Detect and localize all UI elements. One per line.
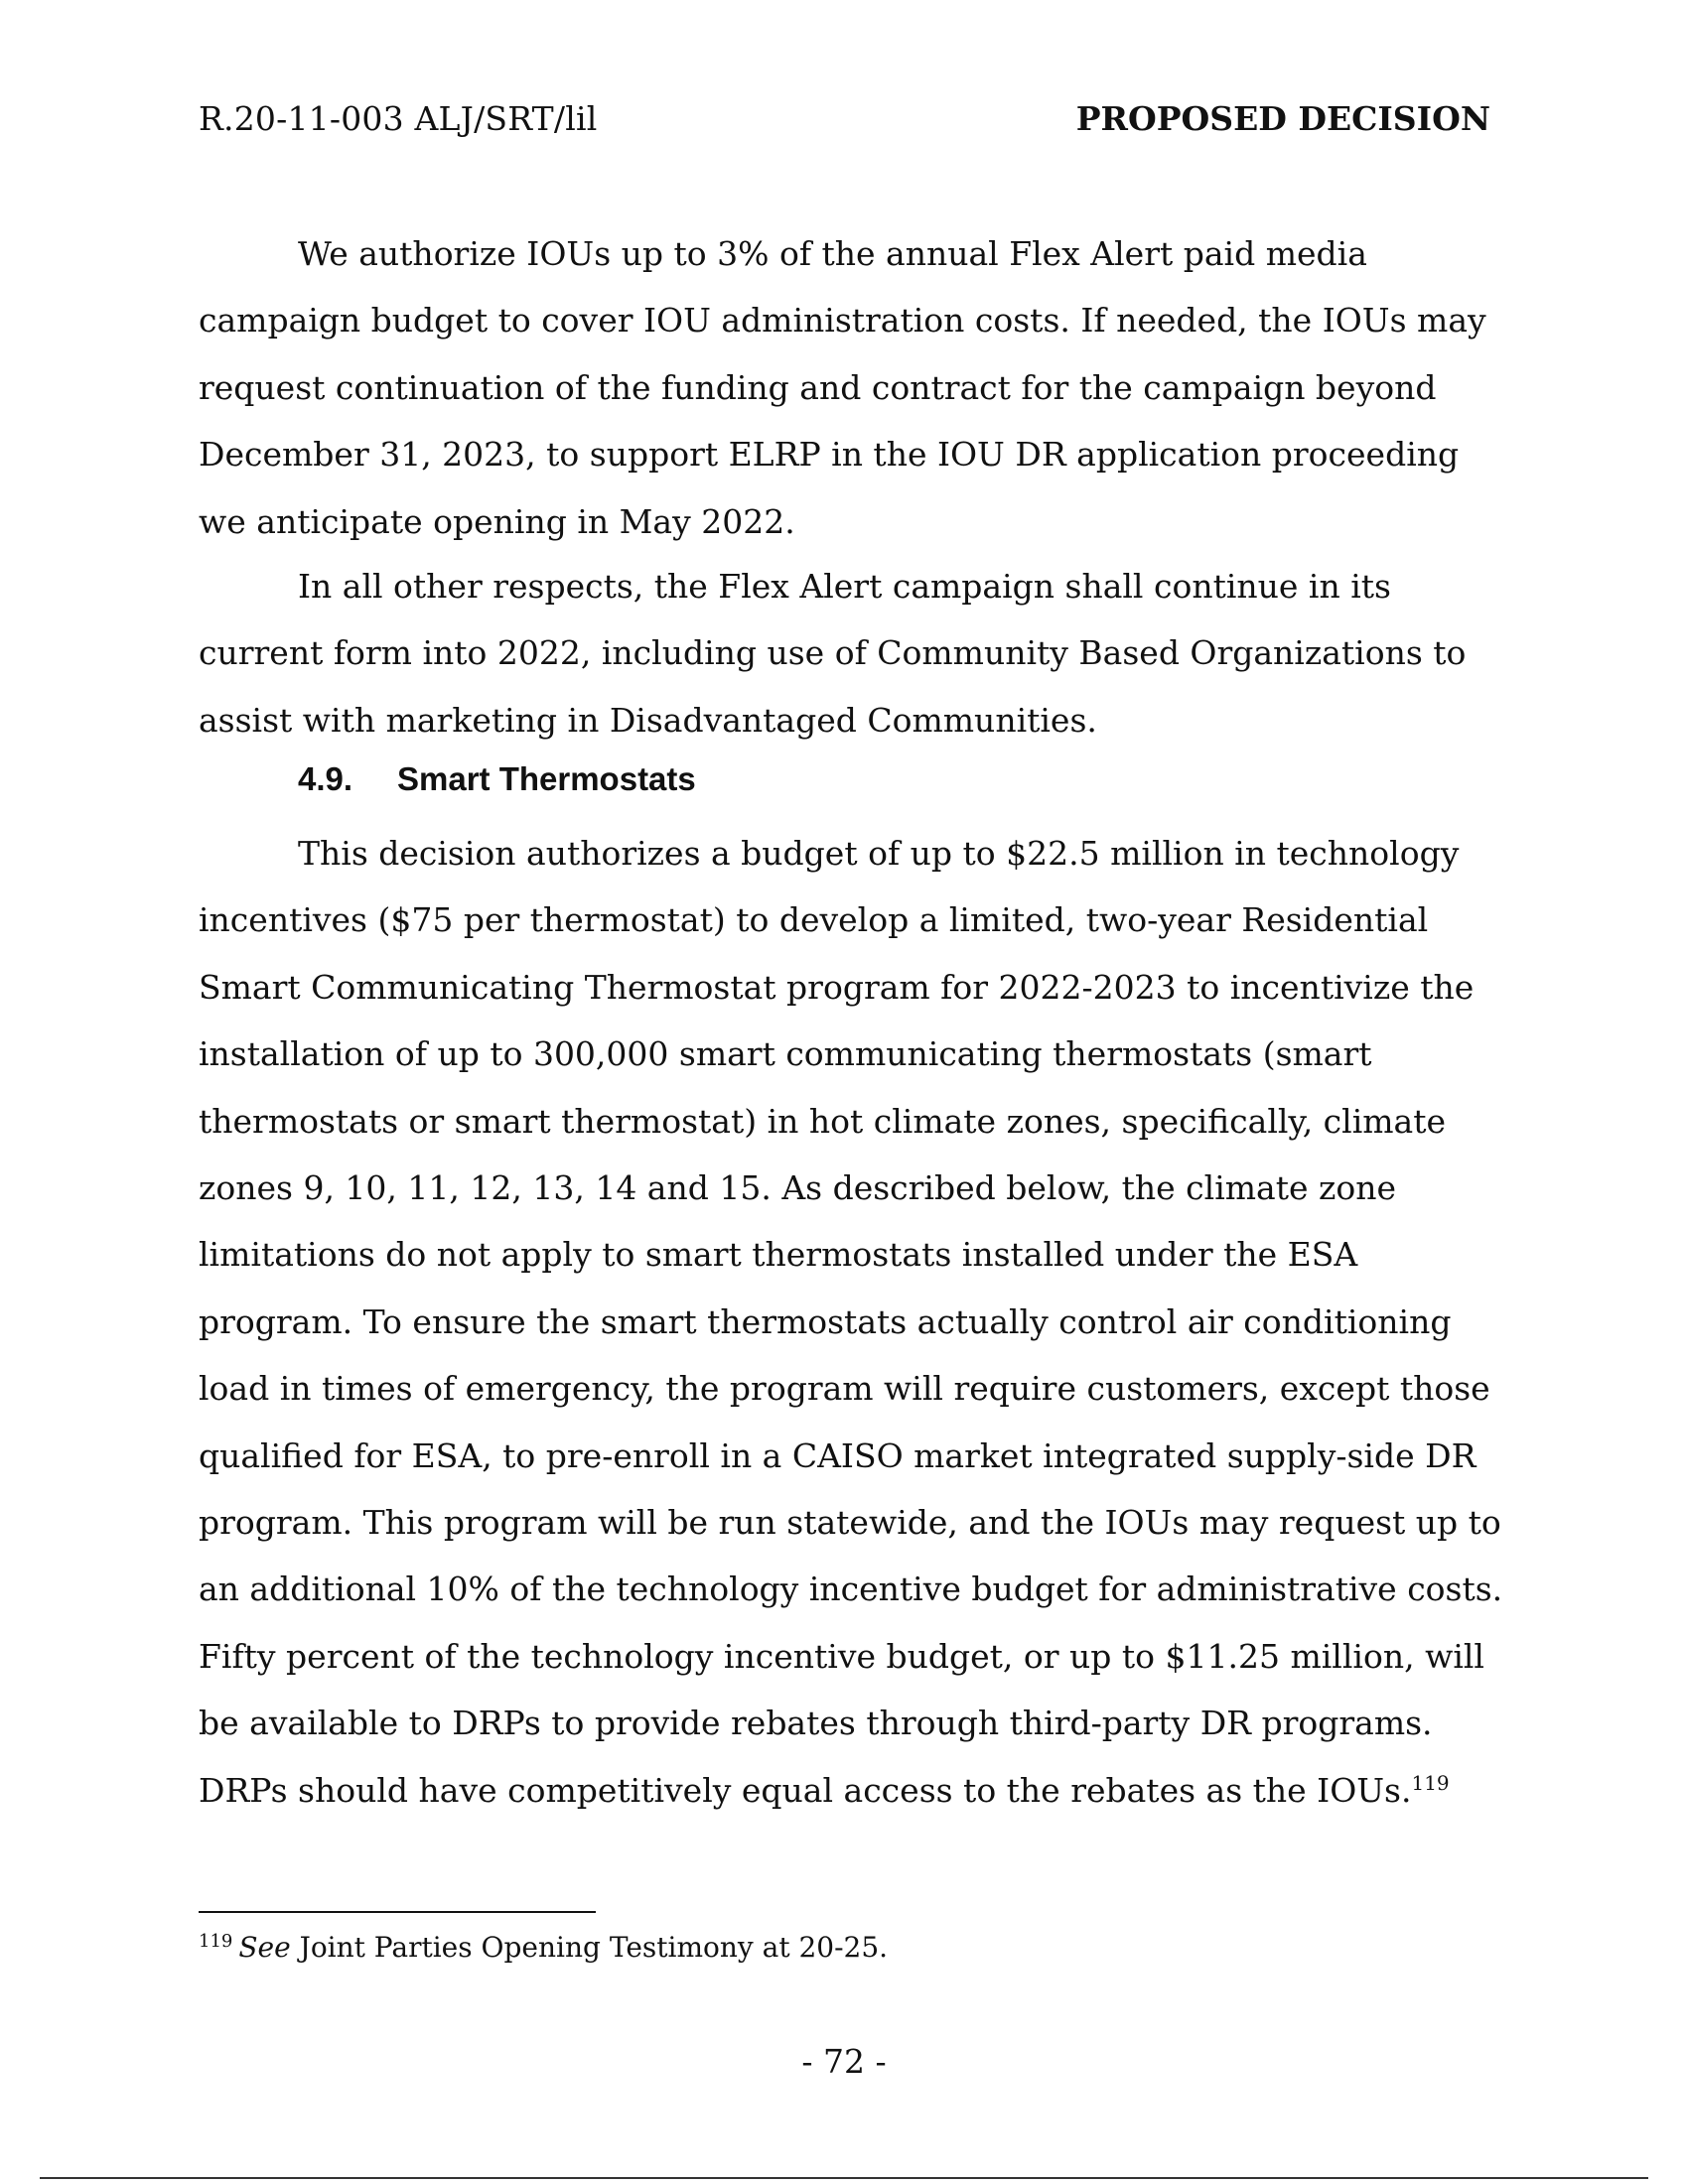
footnote-separator [199,1911,596,1913]
footnote-mark: 119 [199,1930,233,1952]
section-title: Smart Thermostats [397,760,696,797]
paragraph-smart-thermostats [199,820,1509,1824]
footnote [199,1931,888,1964]
footnote-signal: See [238,1931,291,1964]
document-status: PROPOSED DECISION [1075,99,1490,138]
footnote-text: Joint Parties Opening Testimony at 20-25. [290,1931,889,1964]
paragraph-body: This decision authorizes a budget of up to $22.5 million in technology incentives ($75 per thermostat) to develop a limited, two-year Residential Smart Communicating Thermostat program for 2022-2023 to incentivize the installation of up to 300,000 smart communicating thermostats (smart thermostats or smart thermostat) in hot climate zones, specifically, climate zones 9, 10, 11, 12, 13, 14 and 15. As described below, the climate zone limitations do not apply to smart thermostats installed under the ESA program. To ensure the smart thermostats actually control air conditioning load in times of emergency, the program will require customers, except those qualified for ESA, to pre-enroll in a CAISO market integrated supply-side DR program. This program will be run statewide, and the IOUs may request up to an additional 10% of the technology incentive budget for administrative costs. Fifty percent of the technology incentive budget, or up to $11.25 million, will be available to DRPs to provide rebates through third-party DR programs. DRPs should have competitively equal access to the rebates as the IOUs. [199,834,1503,1810]
docket-number: R.20-11-003 ALJ/SRT/lil [199,99,598,138]
section-heading [298,760,696,798]
paragraph-flex-alert-continuation [199,553,1509,753]
paragraph-text [199,820,1509,1824]
paragraph-flex-alert-budget [199,220,1509,555]
paragraph-text: We authorize IOUs up to 3% of the annual Flex Alert paid media campaign budget to cover IOU administration costs. If needed, the IOUs may request continuation of the funding and contract for the campaign beyond December 31, 2023, to support ELRP in the IOU DR application proceeding we anticipate opening in May 2022. [199,234,1486,541]
footnote-reference[interactable]: 119 [1411,1770,1450,1795]
paragraph-text: In all other respects, the Flex Alert campaign shall continue in its current form into 2022, including use of Community Based Organizations to assist with marketing in Disadvantaged Communities. [199,567,1467,740]
page-bottom-border [40,2177,1648,2179]
page-number: - 72 - [801,2042,887,2081]
section-number: 4.9. [298,760,353,797]
